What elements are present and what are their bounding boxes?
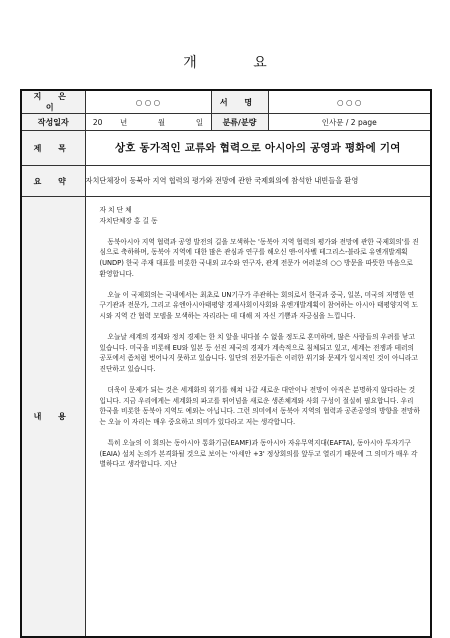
document-title: 개 요 bbox=[183, 55, 293, 71]
overview-form-table bbox=[20, 89, 432, 638]
content-label: 내 용 bbox=[21, 197, 85, 637]
date-value bbox=[85, 114, 211, 131]
date-month-unit: 월 bbox=[157, 117, 166, 127]
date-year: 20 bbox=[92, 117, 103, 127]
content-paragraph-2: 오늘 이 국제회의는 국내에서는 최초로 UN기구가 주관하는 회의로서 한국과 중국, 일본, 미국의 저명한 연구기관과 전문가, 그리고 유엔아시아태평양 경제사회이사회와 유엔개발계획이 참여하는 아시아 태평양지역 도시와 지역 간 협력 모델을 모색하는 자리라는 데 대해 저 자신 기쁨과 자긍심을 느낍니다. bbox=[99, 290, 418, 320]
content-body bbox=[85, 197, 431, 637]
content-org: 자 치 단 체 bbox=[99, 206, 132, 214]
date-day-unit: 일 bbox=[195, 117, 204, 127]
summary-label: 요 약 bbox=[21, 166, 85, 197]
date-year-unit: 년 bbox=[119, 117, 128, 127]
book-title-label: 서 명 bbox=[211, 90, 268, 114]
summary-value: 자치단체장이 동북아 지역 협력의 평가와 전망에 관한 국제회의에 참석한 내빈들을 환영 bbox=[85, 166, 431, 197]
author-value: ○ ○ ○ bbox=[85, 90, 211, 114]
subject-label: 제 목 bbox=[21, 131, 85, 166]
content-paragraph-3: 오늘날 세계의 경제와 정치 경제는 한 치 앞을 내다볼 수 없을 정도로 혼미하며, 많은 사람들의 우려를 낳고 있습니다. 미국을 비롯해 EU와 일본 등 선진 제국의 경제가 계속적으로 침체되고 있고, 세계는 전쟁과 테러의 공포에서 좀처럼 벗어나지 못하고 있습니다. 일단의 전문가들은 이러한 위기와 문제가 일시적인 것이 아니라고 진단하고 있습니다. bbox=[99, 333, 418, 373]
content-paragraph-1: 동북아시아 지역 협력과 공영 발전의 길을 모색하는 '동북아 지역 협력의 평가와 전망에 관한 국제회의'를 진심으로 축하하며, 동북아 지역에 대한 많은 관심과 연구를 해오신 앤-이사벨 테그리스-블라로 유엔개발계획(UNDP) 한국 주재 대표를 비롯한 국내외 교수와 연구자, 관계 전문가 여러분의 ○○ 방문을 따뜻한 마음으로 환영합니다. bbox=[99, 237, 419, 278]
content-paragraph-5: 특히 오늘의 이 회의는 동아시아 통화기금(EAMF)과 동아시아 자유무역지대(EAFTA), 동아시아 투자기구(EAIA) 설치 논의가 본격화될 것으로 보이는 '아세안 +3' 정상회의를 앞두고 열리기 때문에 그 의미가 매우 각별하다고 생각합니다. 지난 bbox=[99, 439, 418, 469]
type-label: 분류/분량 bbox=[211, 114, 268, 131]
content-signer: 자치단체장 홍 길 동 bbox=[99, 216, 158, 225]
book-title-value: ○ ○ ○ bbox=[268, 90, 431, 114]
author-label: 지 은 이 bbox=[21, 90, 85, 114]
content-paragraph-4: 더욱이 문제가 되는 것은 세계화의 위기를 해쳐 나갈 새로운 대안이나 전망이 아직은 분명하지 않다라는 것입니다. 지금 우리에게는 세계화의 파고를 뛰어넘을 새로운 생존체계와 사회 구성이 절실히 필요합니다. 우리 한국을 비롯한 동북아 지역도 예외는 아닙니다. 그런 의미에서 동북아 지역의 협력과 공존공영의 방향을 전망하는 오늘 이 자리는 매우 중요하고 의미가 있다라고 저는 생각합니다. bbox=[99, 386, 420, 426]
type-value: 인사문 / 2 page bbox=[268, 114, 431, 131]
date-label: 작성일자 bbox=[21, 114, 85, 131]
subject-value: 상호 동가적인 교류와 협력으로 아시아의 공영과 평화에 기여 bbox=[85, 131, 431, 166]
